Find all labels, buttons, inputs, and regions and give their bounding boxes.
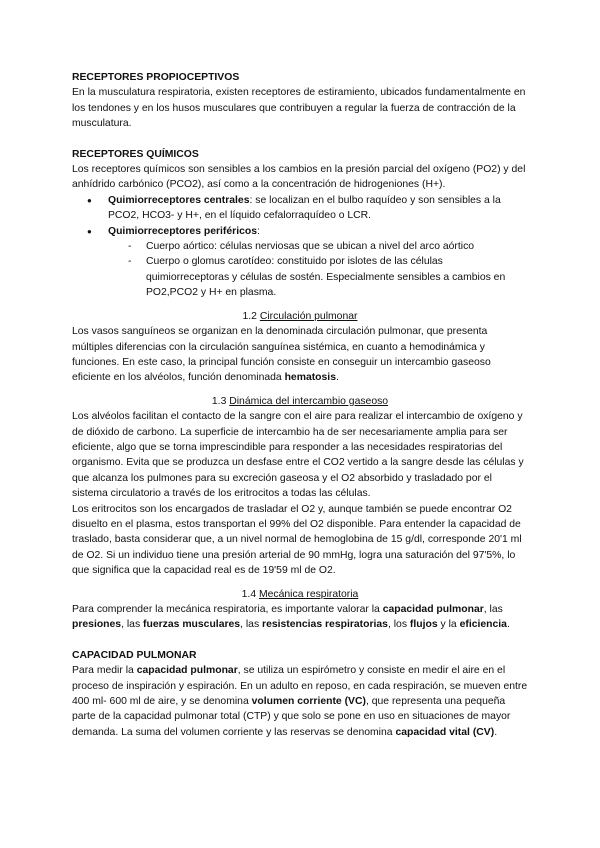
text-run: , las xyxy=(121,619,144,631)
section-heading-receptores-propioceptivos: RECEPTORES PROPIOCEPTIVOS xyxy=(72,72,240,83)
bold-term: flujos xyxy=(409,619,438,631)
section-title-circulacion xyxy=(72,309,528,324)
paragraph-capacidad xyxy=(72,663,528,740)
bold-term: capacidad vital (CV) xyxy=(395,726,495,738)
paragraph-mecanica xyxy=(72,602,528,633)
document-page xyxy=(72,70,528,740)
section-title-mecanica xyxy=(72,587,528,602)
bold-term: fuerzas musculares xyxy=(143,619,241,631)
section-heading-capacidad-pulmonar: CAPACIDAD PULMONAR xyxy=(72,649,197,661)
text-run: , que representa una pequeña parte de la capacidad pulmonar total (CTP) y que solo se pone en uso en situaciones de mayor demanda. La suma del volumen corriente y las reservas se denomina xyxy=(72,696,511,738)
section-title-text: Dinámica del intercambio gaseoso xyxy=(229,395,389,407)
text-run: y la xyxy=(437,619,460,631)
text-run: . xyxy=(494,726,498,738)
section-title-text: Circulación pulmonar xyxy=(259,310,358,322)
paragraph-propioceptivos: En la musculatura respiratoria, existen receptores de estiramiento, ubicados fundamentalmente en los tendones y en los husos musculares que contribuyen a regular la fuerza de contracción de la musculatura. xyxy=(72,87,526,130)
bold-term: capacidad pulmonar xyxy=(382,604,484,615)
text-run: . xyxy=(506,619,510,631)
text-run: . xyxy=(335,372,339,384)
paragraph-dinamica-1: Los alvéolos facilitan el contacto de la sangre con el aire para realizar el intercambio de oxígeno y de dióxido de carbono. La superficie de intercambio ha de ser necesariamente amplia para ser eficiente, algo que se torna imprescindible para responder a las necesidades respiratorias del organismo. Evita que se produzca un desfase entre el CO2 vertido a la sangre desde las células y que alcanza los pulmones para su excreción gaseosa y el O2 absorbido y trasladado por el sistema circulatorio a través de los eritrocitos a todas las células. xyxy=(72,411,524,500)
paragraph-dinamica-2: Los eritrocitos son los encargados de trasladar el O2 y, aunque también se puede encontrar O2 disuelto en el plasma, estos transportan el 99% del O2 disponible. Para entender la capacidad de traslado, basta considerar que, a un nivel normal de hemoglobina de 15 g/dl, corresponde 20'1 ml de O2. Si un individuo tiene una presión arterial de 90 mmHg, logra una saturación del 97'5%, lo que significa que la capacidad real es de 19'59 ml de O2. xyxy=(72,503,522,577)
bold-term: volumen corriente (VC) xyxy=(251,696,366,708)
section-number: 1.2 xyxy=(242,310,260,322)
bold-term: Quimiorreceptores periféricos xyxy=(108,225,257,237)
bullet-text: : xyxy=(257,225,260,237)
bullet-text: : se localizan en el bulbo raquídeo y son sensibles a la PCO2, HCO3- y H+, en el líquido cefalorraquídeo o LCR. xyxy=(108,194,501,222)
bold-term: capacidad pulmonar xyxy=(136,665,238,677)
text-run: , las xyxy=(240,619,263,631)
section-number: 1.3 xyxy=(211,395,230,407)
text-run: Para medir la xyxy=(72,665,137,677)
text-run: Los vasos sanguíneos se organizan en la denominada circulación pulmonar, que presenta múltiples diferencias con la circulación sanguínea sistémica, en cuanto a hemodinámica y funciones. En este caso, la principal función consiste en conseguir un intercambio gaseoso eficiente en los alvéolos, función denominada xyxy=(72,326,491,384)
bold-term: presiones xyxy=(72,619,122,631)
bold-term: hematosis xyxy=(284,372,336,384)
bullet-list xyxy=(72,193,528,239)
bold-term: resistencias respiratorias xyxy=(262,619,388,631)
dash-item-carotideo: - Cuerpo o glomus carotídeo: constituido por islotes de las células quimiorreceptoras y células de sostén. Especialmente sensibles a cambios en PO2,PCO2 y H+ en plasma. xyxy=(72,254,528,300)
section-heading-receptores-quimicos: RECEPTORES QUÍMICOS xyxy=(72,148,199,160)
section-title-text: Mecánica respiratoria xyxy=(259,588,359,600)
bullet-item-centrales xyxy=(72,193,528,224)
bold-term: eficiencia xyxy=(459,619,507,631)
dash-item-aortico: - Cuerpo aórtico: células nerviosas que se ubican a nivel del arco aórtico xyxy=(72,239,528,254)
section-title-dinamica xyxy=(72,394,528,409)
text-run: Para comprender la mecánica respiratoria, es importante valorar la xyxy=(72,604,383,615)
text-run: , se utiliza un espirómetro y consiste en medir el aire en el proceso de inspiración y espiración. En un adulto en reposo, en cada respiración, se mueven entre 400 ml- 600 ml de aire, y se denomina xyxy=(72,665,528,708)
text-run: , los xyxy=(387,619,410,631)
bold-term: Quimiorreceptores centrales xyxy=(108,194,250,206)
paragraph-circulacion xyxy=(72,324,528,386)
paragraph-quimicos: Los receptores químicos son sensibles a los cambios en la presión parcial del oxígeno (PO2) y del anhídrido carbónico (PCO2), así como a la concentración de hidrogeniones (H+). xyxy=(72,164,526,191)
section-number: 1.4 xyxy=(241,588,259,600)
text-run: , las xyxy=(483,604,503,615)
dash-list xyxy=(72,239,528,301)
bullet-item-perifericos xyxy=(72,224,528,239)
